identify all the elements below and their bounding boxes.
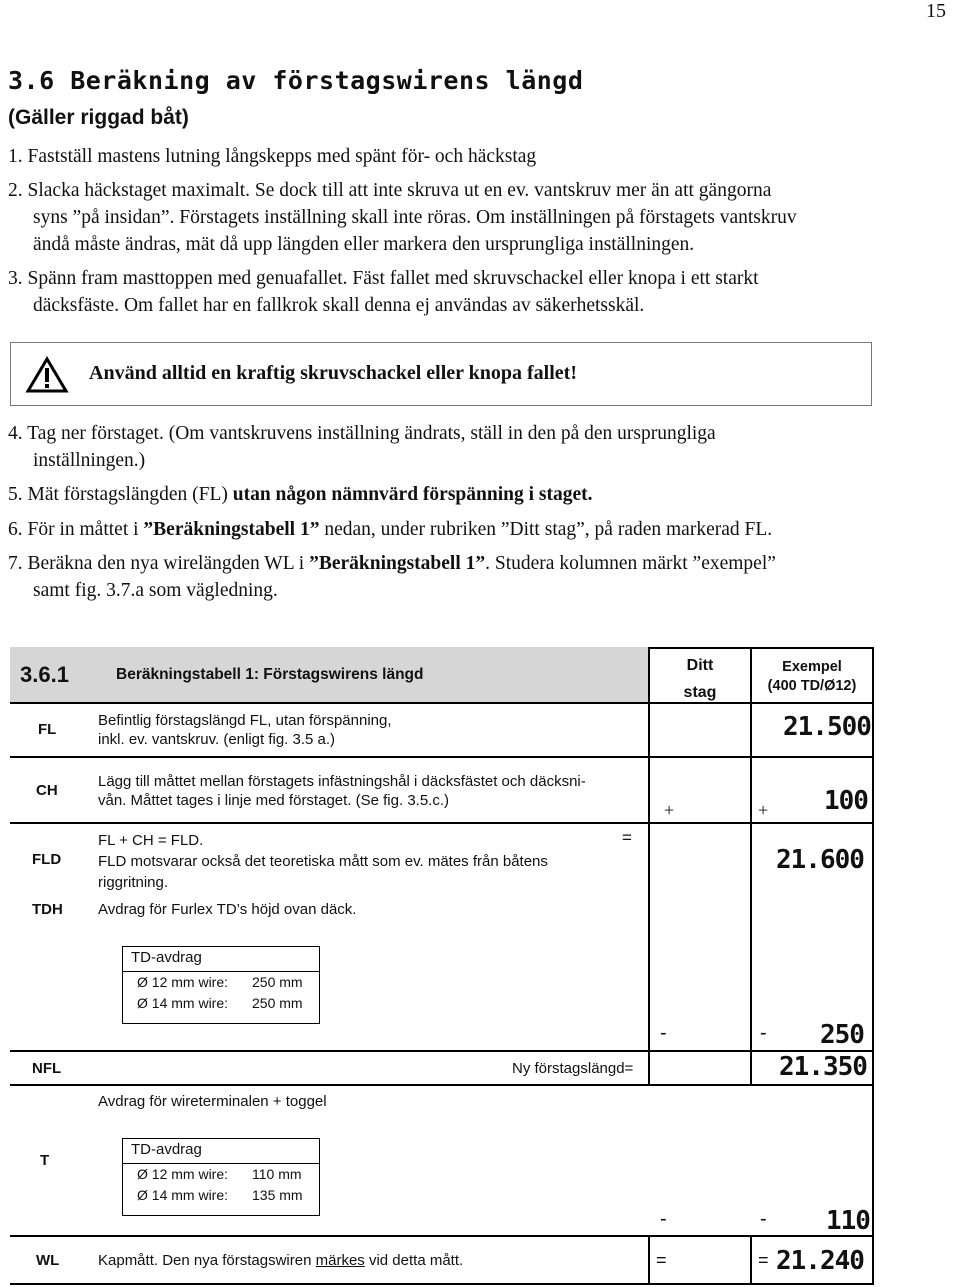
op-ex-t: -	[760, 1208, 767, 1230]
row-desc-t: Avdrag för wireterminalen + toggel	[98, 1093, 327, 1110]
warning-text: Använd alltid en kraftig skruvschackel eller knopa fallet!	[89, 362, 577, 384]
td-box-2-row-1: Ø 12 mm wire: 110 mm	[137, 1166, 302, 1182]
warning-triangle-icon	[25, 356, 69, 394]
row-desc-fl: Befintlig förstagslängd FL, utan förspänning, inkl. ev. vantskruv. (enligt fig. 3.5 a.)	[98, 712, 392, 748]
example-value-fld: 21.600	[776, 845, 864, 875]
page-number: 15	[926, 0, 946, 22]
row-desc-ch: Lägg till måttet mellan förstagets infästningshål i däcksfästet och däcksni- vån. Måttet tages i linje med förstaget. (Se fig. 3.5.c.)	[98, 773, 586, 809]
row-label-fl: FL	[38, 721, 57, 738]
step-4-line-2: inställningen.)	[33, 450, 146, 471]
fld-equals: =	[622, 828, 632, 847]
op-ditt-ch: +	[664, 800, 675, 820]
col-ditt-stag: Ditt stag	[683, 657, 717, 701]
example-value-ch: 100	[824, 786, 868, 816]
row-label-ch: CH	[36, 782, 58, 799]
op-ex-ch: +	[758, 800, 769, 820]
example-value-tdh: 250	[820, 1020, 864, 1050]
example-value-nfl: 21.350	[779, 1052, 867, 1082]
op-ditt-tdh: -	[660, 1022, 667, 1044]
step-6: 6. För in måttet i ”Beräkningstabell 1” nedan, under rubriken ”Ditt stag”, på raden markerad FL.	[8, 519, 773, 540]
td-box-2-row-2: Ø 14 mm wire: 135 mm	[137, 1187, 303, 1203]
td-box-1-title: TD-avdrag	[123, 947, 319, 972]
example-value-wl: 21.240	[776, 1246, 864, 1276]
section-subtitle: (Gäller riggad båt)	[8, 106, 189, 129]
step-2-line-1: 2. Slacka häckstaget maximalt. Se dock till att inte skruva ut en ev. vantskruv mer än att gängorna	[8, 180, 772, 201]
row-label-wl: WL	[36, 1252, 60, 1269]
table-title: Beräkningstabell 1: Förstagswirens längd	[116, 666, 424, 683]
row-label-t: T	[40, 1152, 50, 1169]
step-2-line-2: syns ”på insidan”. Förstagets inställning skall inte röras. Om inställningen på förstagets vantskruv	[33, 207, 797, 228]
table-number: 3.6.1	[20, 662, 69, 687]
op-ditt-t: -	[660, 1208, 667, 1230]
step-4-line-1: 4. Tag ner förstaget. (Om vantskruvens inställning ändrats, ställ in den på den ursprungliga	[8, 423, 716, 444]
op-ex-wl: =	[758, 1250, 769, 1270]
td-box-1-row-2: Ø 14 mm wire: 250 mm	[137, 995, 303, 1011]
td-box-2-title: TD-avdrag	[123, 1139, 319, 1164]
section-title: 3.6 Beräkning av förstagswirens längd	[8, 66, 584, 95]
row-desc-fld: FL + CH = FLD. FLD motsvarar också det teoretiska mått som ev. mätes från båtens riggritning.	[98, 832, 548, 891]
td-box-1-row-1: Ø 12 mm wire: 250 mm	[137, 974, 303, 990]
step-2-line-3: ändå måste ändras, mät då upp längden eller markera den ursprungliga inställningen.	[33, 234, 695, 255]
op-ditt-wl: =	[656, 1250, 667, 1270]
step-7-line-1: 7. Beräkna den nya wirelängden WL i ”Beräkningstabell 1”. Studera kolumnen märkt ”exempel”	[8, 553, 776, 574]
row-label-fld: FLD	[32, 851, 62, 868]
ny-forstagslangd-label: Ny förstagslängd=	[512, 1060, 634, 1077]
col-exempel: Exempel (400 TD/Ø12)	[767, 659, 857, 694]
warning-box	[10, 342, 872, 406]
step-7-line-2: samt fig. 3.7.a som vägledning.	[33, 580, 278, 601]
row-desc-wl: Kapmått. Den nya förstagswiren märkes vid detta mått.	[98, 1252, 464, 1269]
step-3-line-1: 3. Spänn fram masttoppen med genuafallet. Fäst fallet med skruvschackel eller knopa i ett starkt	[8, 268, 759, 289]
row-desc-tdh: Avdrag för Furlex TD’s höjd ovan däck.	[98, 901, 357, 918]
row-label-tdh: TDH	[32, 901, 63, 918]
op-ex-tdh: -	[760, 1022, 767, 1044]
step-3-line-2: däcksfäste. Om fallet har en fallkrok skall denna ej användas av säkerhetsskäl.	[33, 295, 645, 316]
td-avdrag-box-1	[122, 946, 320, 1024]
step-5: 5. Mät förstagslängden (FL) utan någon nämnvärd förspänning i staget.	[8, 484, 593, 505]
row-label-nfl: NFL	[32, 1060, 62, 1077]
step-1: 1. Fastställ mastens lutning långskepps med spänt för- och häckstag	[8, 146, 537, 167]
example-value-t: 110	[826, 1206, 870, 1236]
example-value-fl: 21.500	[783, 712, 871, 742]
td-avdrag-box-2	[122, 1138, 320, 1216]
